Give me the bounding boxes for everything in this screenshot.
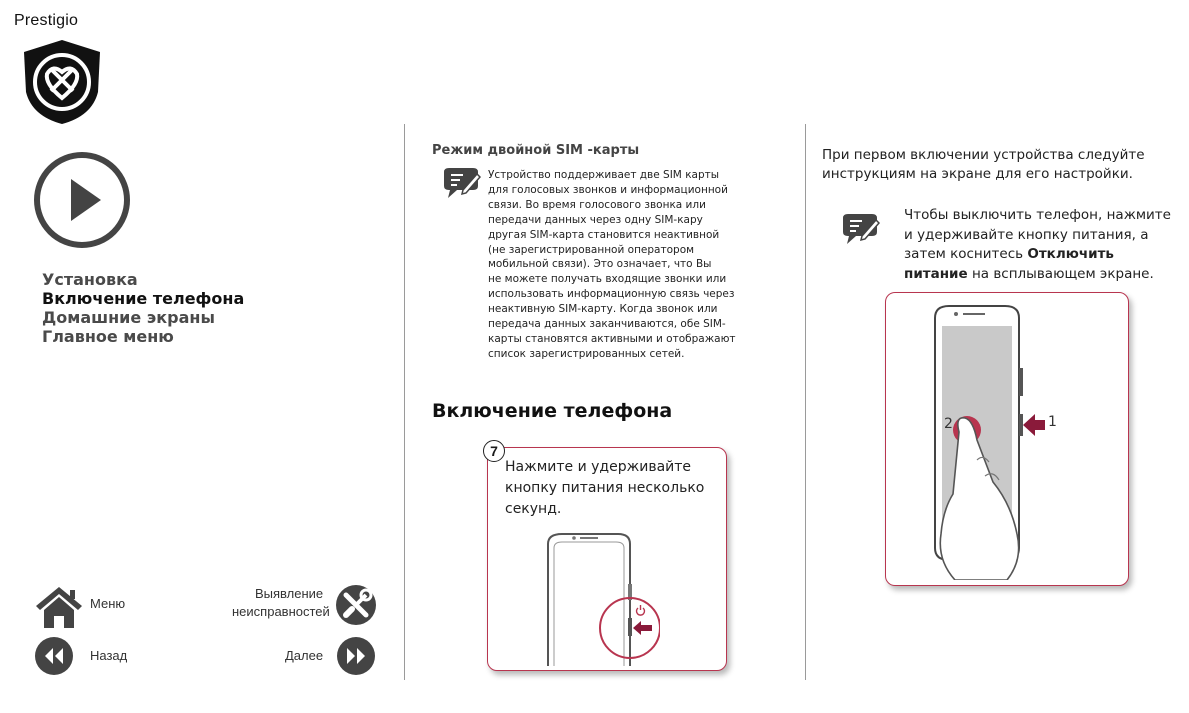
troubleshoot-tools-icon[interactable] (335, 584, 377, 626)
phone-hand-illustration (915, 298, 1100, 580)
paragraph-line: для голосовых звонков и информационной (488, 183, 728, 196)
note-pencil-icon (840, 212, 880, 246)
troubleshoot-label-line1[interactable]: Выявление (255, 586, 324, 601)
phone-power-button-illustration (540, 530, 660, 666)
next-label[interactable]: Далее (285, 648, 324, 663)
step-instruction (505, 457, 704, 520)
play-icon[interactable] (32, 150, 132, 250)
column-divider-right (805, 124, 806, 680)
paragraph-line: использовать информационную связь через (488, 288, 735, 301)
column-divider-left (404, 124, 405, 680)
intro-line: При первом включении устройства следуйте (822, 147, 1145, 163)
dual-sim-heading: Режим двойной SIM -карты (432, 143, 640, 158)
paragraph-line: не можете получать входящие звонки или (488, 273, 727, 286)
back-label[interactable]: Назад (90, 648, 128, 663)
toc-item-main-menu[interactable]: Главное меню (42, 327, 174, 346)
brand-name: Prestigio (14, 12, 79, 29)
paragraph-line: мобильной связи). Это означает, что Вы (488, 258, 712, 271)
paragraph-line: передачи данных через одну SIM-кару (488, 213, 703, 226)
dual-sim-paragraph (488, 168, 778, 362)
callout-label-1: 1 (1048, 414, 1057, 430)
back-icon[interactable] (34, 636, 74, 676)
callout-label-2: 2 (944, 416, 953, 432)
home-icon[interactable] (34, 584, 84, 632)
paragraph-line: неактивную SIM-карту. Когда звонок или (488, 303, 718, 316)
paragraph-line: связи. Во время голосового звонка или (488, 198, 706, 211)
power-off-note (904, 206, 1174, 284)
section-title: Включение телефона (432, 400, 673, 422)
toc-item-setup[interactable]: Установка (42, 270, 138, 289)
menu-label[interactable]: Меню (90, 596, 126, 611)
note-pencil-icon (441, 166, 481, 200)
step-number-badge: 7 (483, 440, 505, 462)
toc-item-power-on[interactable]: Включение телефона (42, 289, 245, 308)
prestigio-logo-icon (20, 38, 104, 126)
paragraph-line: Устройство поддерживает две SIM карты (488, 169, 720, 181)
paragraph-line: карты становятся активными и отображают (488, 332, 736, 345)
intro-line: инструкциям на экране для его настройки. (822, 166, 1133, 182)
power-off-option: Отключить питание (904, 246, 1114, 282)
paragraph-line: передача данных заканчиваются, обе SIM- (488, 318, 726, 331)
table-of-contents (42, 270, 244, 346)
next-icon[interactable] (336, 636, 376, 676)
paragraph-line: другая SIM-карта становится неактивной (488, 228, 720, 241)
step-line: Нажмите и удерживайте (505, 459, 692, 475)
note-text-part1: Чтобы выключить телефон, нажмите и удерживайте кнопку питания, а затем коснитесь (904, 207, 1171, 262)
paragraph-line: список зарегистрированных сетей. (488, 347, 685, 360)
paragraph-line: (не зарегистрированной оператором (488, 243, 695, 256)
step-line: секунд. (505, 501, 562, 517)
first-boot-intro (822, 146, 1162, 184)
troubleshoot-label-line2[interactable]: неисправностей (232, 604, 330, 619)
toc-item-home-screens[interactable]: Домашние экраны (42, 308, 215, 327)
note-text-part2: на всплывающем экране. (967, 265, 1154, 282)
step-line: кнопку питания несколько (505, 480, 705, 496)
